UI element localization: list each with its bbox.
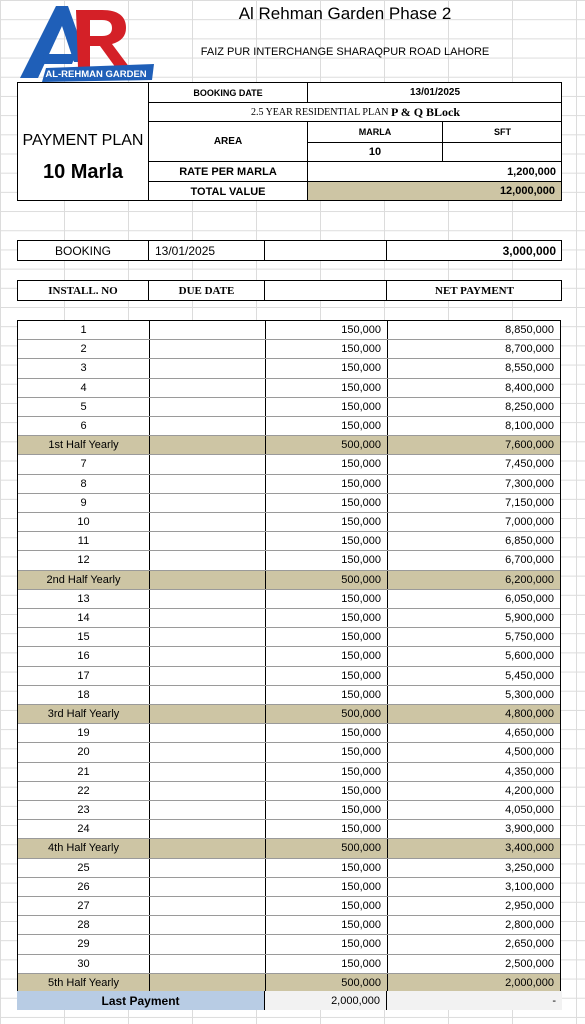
half-yearly-row bbox=[18, 705, 560, 724]
installment-row bbox=[18, 398, 560, 417]
installment-number: 2nd Half Yearly bbox=[46, 573, 121, 586]
installment-due-date bbox=[149, 571, 265, 589]
installment-net-payment: 8,400,000 bbox=[505, 381, 554, 394]
installment-amount: 150,000 bbox=[341, 938, 381, 951]
booking-date-value: 13/01/2025 bbox=[409, 87, 461, 98]
installment-row bbox=[18, 609, 560, 628]
installment-number: 14 bbox=[77, 612, 90, 625]
installment-number: 12 bbox=[77, 554, 90, 567]
installment-number: 23 bbox=[77, 804, 90, 817]
installment-row bbox=[18, 859, 560, 878]
installment-row bbox=[18, 532, 560, 551]
installment-number: 25 bbox=[77, 861, 90, 874]
installment-number: 4th Half Yearly bbox=[48, 842, 119, 855]
installment-due-date bbox=[149, 916, 265, 934]
installment-number: 29 bbox=[77, 938, 90, 951]
installment-schedule bbox=[17, 320, 561, 992]
installment-row bbox=[18, 743, 560, 762]
logo-banner-text: AL-REHMAN GARDEN bbox=[45, 69, 147, 80]
installment-row bbox=[18, 494, 560, 513]
al-rehman-garden-logo bbox=[16, 2, 154, 82]
installment-due-date bbox=[149, 494, 265, 512]
installment-net-payment: 8,700,000 bbox=[505, 343, 554, 356]
installment-net-payment: 6,850,000 bbox=[505, 535, 554, 548]
installment-number: 9 bbox=[80, 496, 87, 509]
installment-net-payment: 2,650,000 bbox=[505, 938, 554, 951]
amount-header bbox=[265, 281, 386, 300]
plan-description bbox=[149, 103, 562, 121]
installment-row bbox=[18, 455, 560, 474]
installment-row bbox=[18, 551, 560, 570]
installment-net-payment: 8,550,000 bbox=[505, 362, 554, 375]
booking-date: 13/01/2025 bbox=[155, 243, 216, 258]
installment-number: 19 bbox=[77, 727, 90, 740]
total-label: TOTAL VALUE bbox=[190, 185, 266, 198]
installment-net-payment: 8,250,000 bbox=[505, 400, 554, 413]
half-yearly-row bbox=[18, 571, 560, 590]
marla-label: MARLA bbox=[358, 127, 392, 137]
installment-amount: 150,000 bbox=[341, 957, 381, 970]
due-date-header: DUE DATE bbox=[178, 284, 235, 297]
installment-number: 17 bbox=[77, 669, 90, 682]
installment-net-payment: 5,600,000 bbox=[505, 650, 554, 663]
installment-net-payment: 4,800,000 bbox=[505, 708, 554, 721]
installment-amount: 150,000 bbox=[341, 343, 381, 356]
installment-amount: 500,000 bbox=[341, 976, 381, 989]
installment-amount: 150,000 bbox=[341, 458, 381, 471]
installment-number: 21 bbox=[77, 765, 90, 778]
installment-row bbox=[18, 340, 560, 359]
installment-row bbox=[18, 686, 560, 705]
installment-row bbox=[18, 417, 560, 436]
installment-net-payment: 7,300,000 bbox=[505, 477, 554, 490]
installment-due-date bbox=[149, 839, 265, 857]
installment-number: 7 bbox=[80, 458, 87, 471]
installment-amount: 150,000 bbox=[341, 535, 381, 548]
half-yearly-row bbox=[18, 839, 560, 858]
booking-label: BOOKING bbox=[54, 243, 111, 258]
area-label: AREA bbox=[213, 136, 243, 147]
installment-net-payment: 4,650,000 bbox=[505, 727, 554, 740]
installment-net-payment: 2,800,000 bbox=[505, 919, 554, 932]
installment-net-payment: 5,450,000 bbox=[505, 669, 554, 682]
installment-net-payment: 7,450,000 bbox=[505, 458, 554, 471]
installment-net-payment: 3,100,000 bbox=[505, 880, 554, 893]
installment-amount: 150,000 bbox=[341, 477, 381, 490]
installment-net-payment: 3,900,000 bbox=[505, 823, 554, 836]
booking-amount: 3,000,000 bbox=[502, 243, 556, 258]
installment-amount: 500,000 bbox=[341, 573, 381, 586]
installment-due-date bbox=[149, 667, 265, 685]
installment-amount: 150,000 bbox=[341, 688, 381, 701]
installment-net-payment: 8,850,000 bbox=[505, 324, 554, 337]
installment-number: 27 bbox=[77, 900, 90, 913]
installment-net-payment: 3,400,000 bbox=[505, 842, 554, 855]
installment-row bbox=[18, 724, 560, 743]
page-title: Al Rehman Garden Phase 2 bbox=[238, 4, 452, 23]
rate-label: RATE PER MARLA bbox=[179, 165, 277, 178]
installment-amount: 150,000 bbox=[341, 861, 381, 874]
installment-net-payment: 5,750,000 bbox=[505, 631, 554, 644]
installment-due-date bbox=[149, 897, 265, 915]
installment-number: 1 bbox=[80, 324, 87, 337]
installment-due-date bbox=[149, 878, 265, 896]
net-payment-header: NET PAYMENT bbox=[435, 284, 514, 297]
installment-number: 28 bbox=[77, 919, 90, 932]
installment-due-date bbox=[149, 935, 265, 953]
installment-row bbox=[18, 820, 560, 839]
installment-due-date bbox=[149, 436, 265, 454]
installment-number: 3rd Half Yearly bbox=[47, 708, 120, 721]
installment-amount: 150,000 bbox=[341, 784, 381, 797]
installment-net-payment: 8,100,000 bbox=[505, 420, 554, 433]
installment-net-payment: 6,200,000 bbox=[505, 573, 554, 586]
installment-number: 11 bbox=[77, 535, 90, 548]
installment-due-date bbox=[149, 321, 265, 339]
installment-number: 15 bbox=[77, 631, 90, 644]
installment-net-payment: 7,150,000 bbox=[505, 496, 554, 509]
installment-row bbox=[18, 590, 560, 609]
last-payment-label: Last Payment bbox=[17, 991, 264, 1010]
installment-amount: 150,000 bbox=[341, 900, 381, 913]
installment-net-payment: 4,350,000 bbox=[505, 765, 554, 778]
installment-row bbox=[18, 513, 560, 532]
installment-number: 10 bbox=[77, 516, 90, 529]
installment-net-payment: 2,950,000 bbox=[505, 900, 554, 913]
installment-due-date bbox=[149, 532, 265, 550]
installment-due-date bbox=[149, 724, 265, 742]
payment-plan-heading: PAYMENT PLAN bbox=[22, 132, 144, 149]
installment-due-date bbox=[149, 455, 265, 473]
installment-amount: 150,000 bbox=[341, 880, 381, 893]
installment-amount: 150,000 bbox=[341, 554, 381, 567]
installment-net-payment: 6,700,000 bbox=[505, 554, 554, 567]
installment-amount: 500,000 bbox=[341, 842, 381, 855]
installment-net-payment: 2,000,000 bbox=[505, 976, 554, 989]
installment-net-payment: 4,050,000 bbox=[505, 804, 554, 817]
installment-number: 26 bbox=[77, 880, 90, 893]
installment-number: 2 bbox=[80, 343, 87, 356]
installment-net-payment: 2,500,000 bbox=[505, 957, 554, 970]
sft-value bbox=[443, 143, 562, 161]
installment-number: 8 bbox=[80, 477, 87, 490]
installment-row bbox=[18, 955, 560, 974]
installment-row bbox=[18, 379, 560, 398]
installment-amount: 150,000 bbox=[341, 516, 381, 529]
total-value: 12,000,000 bbox=[308, 182, 561, 200]
installment-due-date bbox=[149, 686, 265, 704]
half-yearly-row bbox=[18, 436, 560, 455]
installment-number: 1st Half Yearly bbox=[48, 439, 119, 452]
sft-label: SFT bbox=[494, 127, 511, 137]
installment-row bbox=[18, 321, 560, 340]
installment-due-date bbox=[149, 379, 265, 397]
address-line: FAIZ PUR INTERCHANGE SHARAQPUR ROAD LAHORE bbox=[200, 46, 490, 58]
installment-row bbox=[18, 801, 560, 820]
installment-row bbox=[18, 667, 560, 686]
installment-due-date bbox=[149, 398, 265, 416]
installment-row bbox=[18, 628, 560, 647]
installment-due-date bbox=[149, 590, 265, 608]
last-payment-row bbox=[17, 991, 562, 1011]
installment-net-payment: 4,500,000 bbox=[505, 746, 554, 759]
installment-row bbox=[18, 935, 560, 954]
installment-amount: 150,000 bbox=[341, 381, 381, 394]
install-no-header: INSTALL. NO bbox=[48, 284, 118, 297]
installment-row bbox=[18, 878, 560, 897]
installment-due-date bbox=[149, 551, 265, 569]
installment-due-date bbox=[149, 475, 265, 493]
installment-due-date bbox=[149, 955, 265, 973]
installment-amount: 150,000 bbox=[341, 631, 381, 644]
installment-due-date bbox=[149, 628, 265, 646]
installment-due-date bbox=[149, 801, 265, 819]
installment-amount: 150,000 bbox=[341, 592, 381, 605]
installment-amount: 150,000 bbox=[341, 919, 381, 932]
installment-amount: 150,000 bbox=[341, 496, 381, 509]
installment-number: 3 bbox=[80, 362, 87, 375]
installment-amount: 150,000 bbox=[341, 727, 381, 740]
booking-date-label: BOOKING DATE bbox=[193, 87, 263, 98]
installment-due-date bbox=[149, 359, 265, 377]
installment-net-payment: 4,200,000 bbox=[505, 784, 554, 797]
installment-amount: 150,000 bbox=[341, 746, 381, 759]
installment-number: 22 bbox=[77, 784, 90, 797]
installment-net-payment: 5,900,000 bbox=[505, 612, 554, 625]
installment-due-date bbox=[149, 859, 265, 877]
last-payment-amount: 2,000,000 bbox=[264, 991, 386, 1010]
installment-number: 30 bbox=[77, 957, 90, 970]
marla-value: 10 bbox=[368, 146, 382, 158]
plot-size: 10 Marla bbox=[42, 160, 124, 183]
installment-row bbox=[18, 782, 560, 801]
installment-amount: 150,000 bbox=[341, 804, 381, 817]
installment-due-date bbox=[149, 763, 265, 781]
installment-amount: 150,000 bbox=[341, 324, 381, 337]
installment-row bbox=[18, 897, 560, 916]
installment-number: 5th Half Yearly bbox=[48, 976, 119, 989]
installment-due-date bbox=[149, 974, 265, 992]
installment-number: 6 bbox=[80, 420, 87, 433]
installment-number: 20 bbox=[77, 746, 90, 759]
installment-amount: 150,000 bbox=[341, 420, 381, 433]
installment-due-date bbox=[149, 820, 265, 838]
installment-due-date bbox=[149, 782, 265, 800]
installment-due-date bbox=[149, 705, 265, 723]
installment-number: 5 bbox=[80, 400, 87, 413]
plan-block: P & Q BLock bbox=[391, 104, 461, 119]
installment-amount: 150,000 bbox=[341, 650, 381, 663]
installment-due-date bbox=[149, 417, 265, 435]
installment-amount: 150,000 bbox=[341, 669, 381, 682]
installment-due-date bbox=[149, 513, 265, 531]
rate-value: 1,200,000 bbox=[507, 165, 556, 178]
installment-number: 16 bbox=[77, 650, 90, 663]
installment-amount: 150,000 bbox=[341, 612, 381, 625]
installment-row bbox=[18, 647, 560, 666]
installment-amount: 500,000 bbox=[341, 439, 381, 452]
installment-due-date bbox=[149, 647, 265, 665]
installment-due-date bbox=[149, 340, 265, 358]
installment-due-date bbox=[149, 743, 265, 761]
installment-net-payment: 7,600,000 bbox=[505, 439, 554, 452]
installment-net-payment: 7,000,000 bbox=[505, 516, 554, 529]
last-payment-net: - bbox=[386, 991, 562, 1010]
installment-number: 4 bbox=[80, 381, 87, 394]
installment-number: 18 bbox=[77, 688, 90, 701]
installment-amount: 150,000 bbox=[341, 823, 381, 836]
installment-net-payment: 3,250,000 bbox=[505, 861, 554, 874]
installment-number: 24 bbox=[77, 823, 90, 836]
installment-amount: 150,000 bbox=[341, 400, 381, 413]
installment-net-payment: 6,050,000 bbox=[505, 592, 554, 605]
installment-net-payment: 5,300,000 bbox=[505, 688, 554, 701]
installment-number: 13 bbox=[77, 592, 90, 605]
installment-row bbox=[18, 475, 560, 494]
installment-row bbox=[18, 359, 560, 378]
installment-amount: 500,000 bbox=[341, 708, 381, 721]
plan-prefix: 2.5 YEAR RESIDENTIAL PLAN bbox=[250, 106, 389, 118]
installment-due-date bbox=[149, 609, 265, 627]
installment-amount: 150,000 bbox=[341, 765, 381, 778]
installment-amount: 150,000 bbox=[341, 362, 381, 375]
installment-row bbox=[18, 763, 560, 782]
installment-row bbox=[18, 916, 560, 935]
